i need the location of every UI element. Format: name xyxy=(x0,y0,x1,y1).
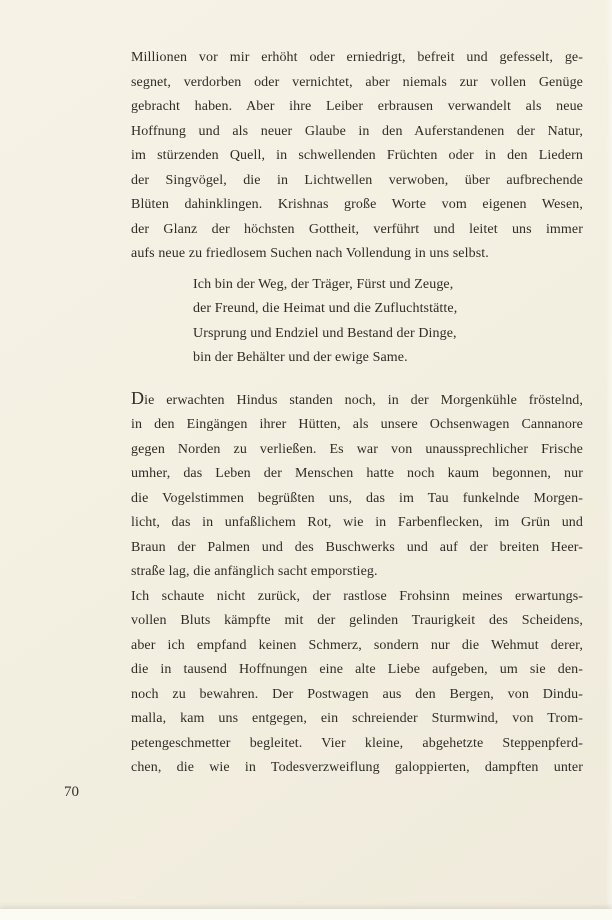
text-line: Braun der Palmen und des Buschwerks und auf der breiten Heer- xyxy=(131,539,583,555)
verse-line: Ich bin der Weg, der Träger, Fürst und Zeuge, xyxy=(193,276,454,292)
text-line: chen, die wie in Todesverzweiflung galoppierten, dampften unter xyxy=(131,760,583,775)
page-bottom-edge xyxy=(0,909,612,920)
page-text xyxy=(131,46,583,781)
text-line: der Singvögel, die in Lichtwellen verwoben, über aufbrechende xyxy=(131,172,583,188)
text-line: gebracht haben. Aber ihre Leiber erbrausen verwandelt als neue xyxy=(131,99,583,114)
text-line: umher, das Leben der Menschen hatte noch kaum begonnen, nur xyxy=(131,466,583,481)
verse-line: bin der Behälter und der ewige Same. xyxy=(193,350,408,365)
text-line: noch zu bewahren. Der Postwagen aus den Bergen, von Dindu- xyxy=(131,686,583,702)
verse-line: der Freund, die Heimat und die Zufluchtstätte, xyxy=(193,301,458,316)
text-line: Blüten dahinklingen. Krishnas große Worte vom eigenen Wesen, xyxy=(131,197,583,212)
page-right-edge xyxy=(606,0,612,920)
text-line: Die erwachten Hindus standen noch, in der Morgenkühle fröstelnd, xyxy=(131,387,583,408)
text-line: aufs neue zu friedlosem Suchen nach Vollendung in uns selbst. xyxy=(131,246,489,261)
text-line: Millionen vor mir erhöht oder erniedrigt, befreit und gefesselt, ge- xyxy=(131,50,583,65)
text-line: segnet, verdorben oder vernichtet, aber niemals zur vollen Genüge xyxy=(131,74,583,90)
text-line: aber ich empfand keinen Schmerz, sondern nur die Wehmut derer, xyxy=(131,637,583,653)
page-number: 70 xyxy=(64,784,79,800)
paragraph xyxy=(131,585,583,781)
text-line: straße lag, die anfänglich sacht emporstieg. xyxy=(131,564,378,579)
paragraph xyxy=(131,46,583,267)
lead-initial: D xyxy=(131,387,145,408)
text-line: gegen Norden zu verließen. Es war von unaussprechlicher Frische xyxy=(131,441,583,457)
text-line: der Glanz der höchsten Gottheit, verführt und leitet uns immer xyxy=(131,221,583,237)
text-line: im stürzenden Quell, in schwellenden Früchten oder in den Liedern xyxy=(131,148,583,163)
text-line: vollen Bluts kämpfte mit der gelinden Traurigkeit des Scheidens, xyxy=(131,613,583,628)
text-line: malla, kam uns entgegen, ein schreiender Sturmwind, von Trom- xyxy=(131,711,583,726)
text-line: die in tausend Hoffnungen eine alte Liebe aufgeben, um sie den- xyxy=(131,662,583,677)
text-line: in den Eingängen ihrer Hütten, als unsere Ochsenwagen Cannanore xyxy=(131,417,583,432)
text-line: Hoffnung und als neuer Glaube in den Auferstandenen der Natur, xyxy=(131,123,583,139)
paragraph xyxy=(131,389,583,585)
text-line: licht, das in unfaßlichem Rot, wie in Farbenflecken, im Grün und xyxy=(131,515,583,530)
text-line: Ich schaute nicht zurück, der rastlose Frohsinn meines erwartungs- xyxy=(131,588,583,604)
verse-block xyxy=(193,273,583,371)
text-line: die Vogelstimmen begrüßten uns, das im Tau funkelnde Morgen- xyxy=(131,490,583,506)
text-line: petengeschmetter begleitet. Vier kleine, abgehetzte Steppenpferd- xyxy=(131,735,583,751)
verse-line: Ursprung und Endziel und Bestand der Dinge, xyxy=(193,325,457,341)
